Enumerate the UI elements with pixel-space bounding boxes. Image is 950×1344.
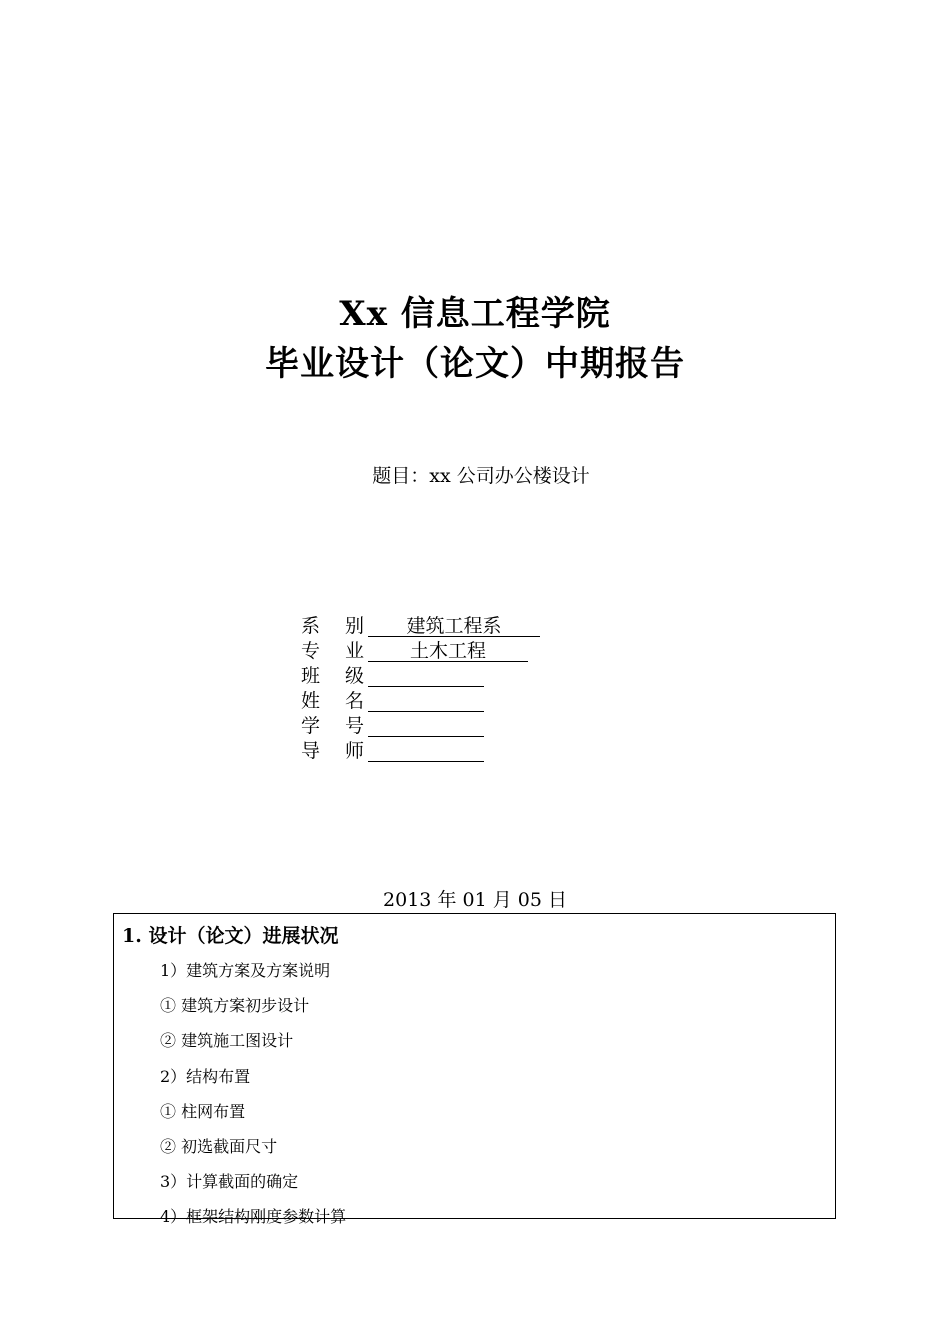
list-item: 3）计算截面的确定 bbox=[160, 1172, 299, 1192]
progress-heading: 1. 设计（论文）进展状况 bbox=[122, 925, 339, 947]
list-item: ② 建筑施工图设计 bbox=[160, 1031, 294, 1051]
info-label: 姓 名 bbox=[301, 690, 365, 712]
class-field bbox=[368, 666, 484, 687]
info-row-student-id bbox=[301, 714, 540, 739]
info-row-department bbox=[301, 614, 540, 639]
info-label: 专 业 bbox=[301, 640, 365, 662]
info-label: 班 级 bbox=[301, 665, 365, 687]
list-item: ② 初选截面尺寸 bbox=[160, 1136, 278, 1156]
report-subject: 题目：xx 公司办公楼设计 bbox=[372, 465, 590, 487]
list-item: 1）建筑方案及方案说明 bbox=[160, 961, 331, 980]
info-label: 学 号 bbox=[301, 715, 365, 737]
info-label: 系 别 bbox=[301, 615, 365, 637]
list-item: 2）结构布置 bbox=[160, 1066, 251, 1086]
list-item: ① 建筑方案初步设计 bbox=[160, 996, 310, 1016]
institute-title: Xx 信息工程学院 bbox=[339, 294, 611, 334]
report-date: 2013 年 01 月 05 日 bbox=[383, 889, 567, 911]
progress-list bbox=[160, 958, 346, 1240]
department-field: 建筑工程系 bbox=[368, 616, 540, 637]
info-row-name bbox=[301, 689, 540, 714]
list-item: 4）框架结构刚度参数计算 bbox=[160, 1207, 347, 1227]
info-row-class bbox=[301, 664, 540, 689]
student-info-block bbox=[301, 614, 540, 764]
info-label: 导 师 bbox=[301, 740, 365, 762]
major-field: 土木工程 bbox=[368, 641, 528, 662]
info-row-advisor bbox=[301, 739, 540, 764]
report-title: 毕业设计（论文）中期报告 bbox=[265, 344, 685, 384]
advisor-field bbox=[368, 741, 484, 762]
name-field bbox=[368, 691, 484, 712]
list-item: ① 柱网布置 bbox=[160, 1101, 246, 1121]
info-row-major bbox=[301, 639, 540, 664]
student-id-field bbox=[368, 716, 484, 737]
